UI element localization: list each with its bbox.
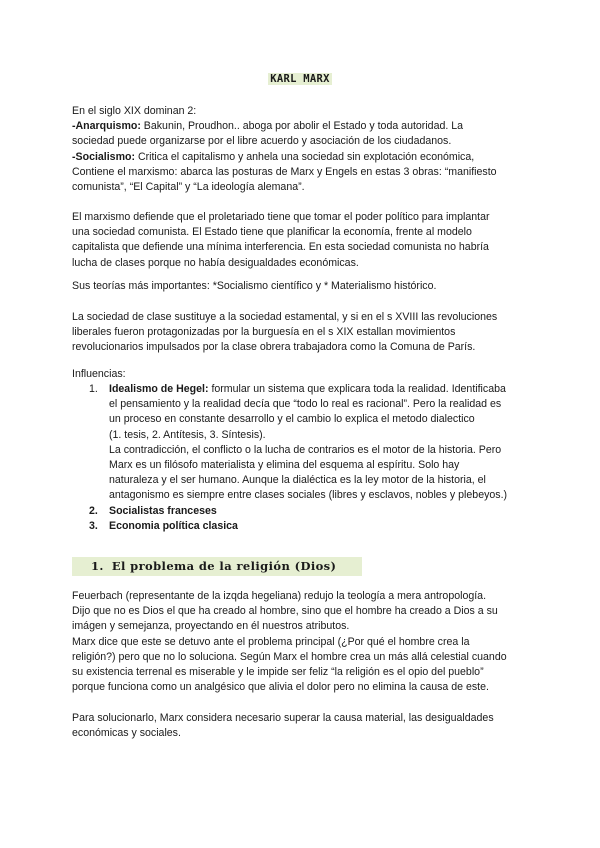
intro-section xyxy=(72,104,532,195)
section-number: 1. xyxy=(91,559,104,573)
list-item-heading: Economia política clasica xyxy=(109,519,238,532)
socialismo-label: -Socialismo: xyxy=(72,150,135,163)
influencias-label xyxy=(72,367,532,382)
anarquismo-label: -Anarquismo: xyxy=(72,120,141,133)
paragraph-line: Sus teorías más importantes: *Socialismo científico y * Materialismo histórico. xyxy=(72,280,437,292)
anarquismo-line-1 xyxy=(72,119,532,134)
anarquismo-text: Bakunin, Proudhon.. aboga por abolir el Estado y toda autoridad. La xyxy=(140,120,464,133)
document-title-text: KARL MARX xyxy=(270,73,330,85)
socialismo-line-2: Contiene el marxismo: abarca las posturas de Marx y Engels en estas 3 obras: “manifiesto xyxy=(72,165,497,178)
intro-line: En el siglo XIX dominan 2: xyxy=(72,105,197,117)
socialismo-line-1 xyxy=(72,150,532,165)
teorias-paragraph xyxy=(72,279,532,294)
document-title xyxy=(0,72,600,87)
section-title: El problema de la religión (Dios) xyxy=(111,559,337,573)
influencias-list xyxy=(89,382,535,534)
paragraph-line: La sociedad de clase sustituye a la sociedad estamental, y si en el s XVIII las revoluciones xyxy=(72,311,498,323)
paragraph-line: Dijo que no es Dios el que ha creado al hombre, sino que el hombre ha creado a Dios a su xyxy=(72,605,498,618)
sociedad-paragraph xyxy=(72,310,532,356)
list-number: 3. xyxy=(89,519,98,532)
list-item-line: antagonismo es siempre entre clases sociales (libres y esclavos, nobles y plebeyos.) xyxy=(109,489,508,502)
list-item xyxy=(89,504,535,519)
paragraph-line: Para solucionarlo, Marx considera necesario superar la causa material, las desigualdades xyxy=(72,712,494,724)
paragraph-line: lucha de clases porque no había desigualdades económicas. xyxy=(72,256,359,269)
list-item-line: Marx es un filósofo materialista y elimina del esquema al espíritu. Solo hay xyxy=(109,459,460,472)
list-item-heading: Socialistas franceses xyxy=(109,504,217,517)
paragraph-line: su existencia terrenal es miserable y le impide ser feliz “la religión es el opio del pueblo” xyxy=(72,666,484,679)
list-item-heading: Idealismo de Hegel: xyxy=(109,383,209,395)
list-item xyxy=(89,519,535,534)
list-item-line: La contradicción, el conflicto o la lucha de contrarios es el motor de la historia. Pero xyxy=(109,443,502,456)
list-item-line: naturaleza y el ser humano. Aunque la dialéctica es la ley motor de la historia, el xyxy=(109,474,486,487)
solucion-paragraph xyxy=(72,711,532,741)
paragraph-line: revolucionarios impulsados por la clase obrera trabajadora como la Comuna de París. xyxy=(72,341,476,354)
list-item-text: formular un sistema que explicara toda la realidad. Identificaba xyxy=(208,383,506,395)
list-number: 1. xyxy=(89,383,98,395)
paragraph-line: liberales fueron protagonizadas por la burguesía en el s XIX estallan movimientos xyxy=(72,326,456,339)
paragraph-line: Feuerbach (representante de la izqda hegeliana) redujo la teología a mera antropología. xyxy=(72,590,487,602)
paragraph-line: religión?) pero que no lo soluciona. Según Marx el hombre crea un más allá celestial cuando xyxy=(72,650,507,663)
anarquismo-line-2: sociedad puede organizarse por el libre acuerdo y asociación de los ciudadanos. xyxy=(72,135,452,148)
socialismo-text: Critica el capitalismo y anhela una sociedad sin explotación económica, xyxy=(135,150,475,163)
list-item-line xyxy=(109,382,535,397)
influencias-heading: Influencias: xyxy=(72,368,126,380)
paragraph-line: imágen y semejanza, proyectando en él nuestros atributos. xyxy=(72,620,350,633)
paragraph-line: porque funciona como un analgésico que alivia el dolor pero no elimina la causa de este. xyxy=(72,681,489,694)
paragraph-line: capitalista que defiende una mínima interferencia. En esta sociedad comunista no habría xyxy=(72,241,489,254)
paragraph-line: una sociedad comunista. El Estado tiene que planificar la economía, frente al modelo xyxy=(72,226,472,239)
paragraph-line: El marxismo defiende que el proletariado tiene que tomar el poder político para implantar xyxy=(72,211,490,223)
feuerbach-paragraph xyxy=(72,589,532,695)
socialismo-line-3: comunista”, “El Capital” y “La ideología alemana”. xyxy=(72,181,305,194)
paragraph-line: Marx dice que este se detuvo ante el problema principal (¿Por qué el hombre crea la xyxy=(72,635,470,648)
list-number: 2. xyxy=(89,504,98,517)
list-item-line: el pensamiento y la realidad decía que “todo lo real es racional”. Pero la realidad es xyxy=(109,398,502,411)
paragraph-line: económicas y sociales. xyxy=(72,727,181,740)
section-heading xyxy=(72,557,362,576)
list-item-line: un proceso en constante desarrollo y el cambio lo explica el metodo dialectico xyxy=(109,413,475,426)
list-item-line: (1. tesis, 2. Antítesis, 3. Síntesis). xyxy=(109,428,266,441)
marxismo-paragraph xyxy=(72,210,532,271)
list-item xyxy=(89,382,535,504)
